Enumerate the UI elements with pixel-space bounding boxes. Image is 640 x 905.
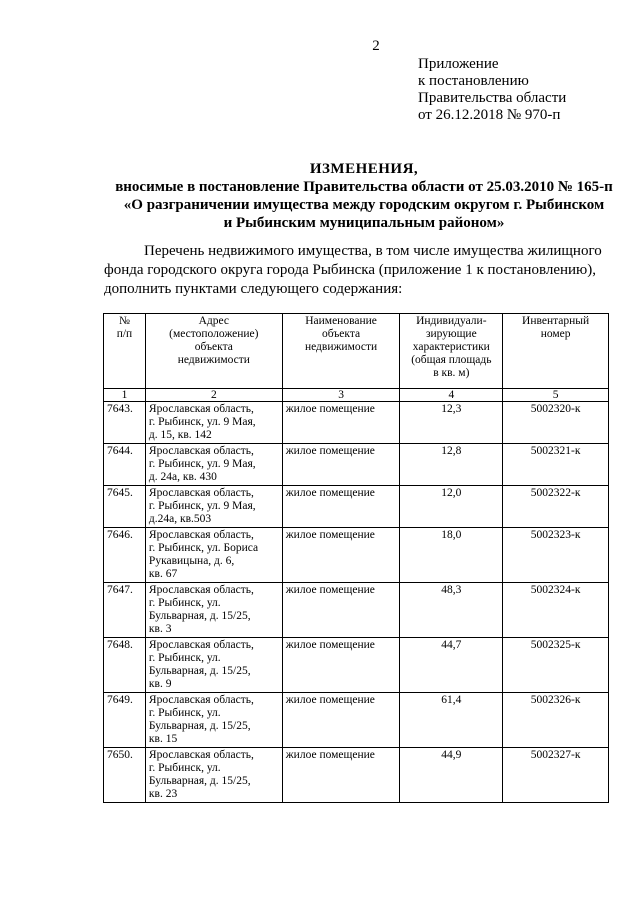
address-line: г. Рыбинск, ул. 9 Мая, — [148, 416, 256, 428]
table-row — [104, 693, 609, 748]
header-line: (общая площадь — [411, 354, 492, 366]
row-address — [145, 583, 282, 638]
row-inventory-number: 5002326-к — [503, 693, 609, 748]
row-number: 7645. — [104, 486, 146, 528]
address-line: Ярославская область, — [148, 749, 254, 761]
address-line: д.24а, кв.503 — [148, 513, 212, 525]
address-line: Ярославская область, — [148, 639, 254, 651]
address-line: Бульварная, д. 15/25, — [148, 665, 251, 677]
header-line: в кв. м) — [433, 367, 470, 379]
header-line: Индивидуали- — [416, 315, 487, 327]
address-line: г. Рыбинск, ул. — [148, 707, 221, 719]
column-number: 3 — [282, 389, 400, 402]
row-inventory-number: 5002321-к — [503, 444, 609, 486]
address-line: г. Рыбинск, ул. — [148, 652, 221, 664]
address-line: г. Рыбинск, ул. 9 Мая, — [148, 500, 256, 512]
row-number: 7646. — [104, 528, 146, 583]
intro-line: фонда городского округа города Рыбинска (приложение 1 к постановлению), — [104, 262, 596, 278]
address-line: Ярославская область, — [148, 403, 254, 415]
header-cell — [400, 314, 503, 389]
row-object-name: жилое помещение — [282, 444, 400, 486]
row-object-name: жилое помещение — [282, 583, 400, 638]
row-address — [145, 528, 282, 583]
header-cell — [503, 314, 609, 389]
column-number: 4 — [400, 389, 503, 402]
title-main: ИЗМЕНЕНИЯ, — [309, 161, 419, 177]
address-line: г. Рыбинск, ул. — [148, 762, 221, 774]
address-line: д. 15, кв. 142 — [148, 429, 212, 441]
header-line: объекта — [322, 328, 361, 340]
address-line: кв. 3 — [148, 623, 172, 635]
table-row — [104, 638, 609, 693]
row-address — [145, 402, 282, 444]
table-row — [104, 748, 609, 803]
row-object-name: жилое помещение — [282, 748, 400, 803]
row-inventory-number: 5002325-к — [503, 638, 609, 693]
row-number: 7649. — [104, 693, 146, 748]
header-line: Адрес — [198, 315, 230, 327]
intro-line: Перечень недвижимого имущества, в том числе имущества жилищного — [144, 243, 602, 259]
header-cell — [145, 314, 282, 389]
row-number: 7647. — [104, 583, 146, 638]
row-address — [145, 748, 282, 803]
address-line: Бульварная, д. 15/25, — [148, 775, 251, 787]
address-line: г. Рыбинск, ул. — [148, 597, 221, 609]
header-line: недвижимости — [304, 341, 378, 353]
column-number: 2 — [145, 389, 282, 402]
address-line: кв. 23 — [148, 788, 178, 800]
row-number: 7648. — [104, 638, 146, 693]
row-object-name: жилое помещение — [282, 693, 400, 748]
address-line: Ярославская область, — [148, 584, 254, 596]
row-inventory-number: 5002322-к — [503, 486, 609, 528]
table-row — [104, 402, 609, 444]
address-line: Ярославская область, — [148, 445, 254, 457]
header-line: зирующие — [425, 328, 477, 340]
header-line: недвижимости — [177, 354, 250, 366]
row-object-name: жилое помещение — [282, 486, 400, 528]
header-line: Инвентарный — [522, 315, 590, 327]
address-line: Бульварная, д. 15/25, — [148, 610, 251, 622]
address-line: д. 24а, кв. 430 — [148, 471, 217, 483]
row-area: 48,3 — [400, 583, 503, 638]
table-row — [104, 486, 609, 528]
table-row — [104, 583, 609, 638]
table-header-row — [104, 314, 609, 389]
address-line: Бульварная, д. 15/25, — [148, 720, 251, 732]
table-body — [104, 402, 609, 803]
row-address — [145, 638, 282, 693]
appendix-line: к постановлению — [418, 73, 529, 89]
row-address — [145, 444, 282, 486]
address-line: Рукавицына, д. 6, — [148, 555, 235, 567]
header-line: номер — [540, 328, 571, 340]
row-inventory-number: 5002324-к — [503, 583, 609, 638]
header-line: № — [118, 315, 130, 327]
row-area: 61,4 — [400, 693, 503, 748]
row-number: 7644. — [104, 444, 146, 486]
row-inventory-number: 5002320-к — [503, 402, 609, 444]
row-address — [145, 486, 282, 528]
address-line: г. Рыбинск, ул. Бориса — [148, 542, 259, 554]
row-area: 18,0 — [400, 528, 503, 583]
column-number-row — [104, 389, 609, 402]
address-line: кв. 9 — [148, 678, 172, 690]
title-line: «О разграничении имущества между городским округом г. Рыбинском — [123, 197, 605, 213]
title-line: вносимые в постановление Правительства области от 25.03.2010 № 165-п — [115, 179, 613, 195]
row-area: 12,0 — [400, 486, 503, 528]
row-number: 7643. — [104, 402, 146, 444]
row-address — [145, 693, 282, 748]
row-inventory-number: 5002323-к — [503, 528, 609, 583]
address-line: кв. 67 — [148, 568, 178, 580]
address-line: Ярославская область, — [148, 487, 254, 499]
row-area: 44,7 — [400, 638, 503, 693]
header-line: п/п — [116, 328, 133, 340]
row-area: 12,3 — [400, 402, 503, 444]
table-row — [104, 444, 609, 486]
appendix-line: Приложение — [418, 56, 499, 72]
appendix-line: Правительства области — [418, 90, 567, 106]
row-area: 44,9 — [400, 748, 503, 803]
table-row — [104, 528, 609, 583]
row-inventory-number: 5002327-к — [503, 748, 609, 803]
header-line: характеристики — [412, 341, 490, 353]
page-number: 2 — [372, 38, 380, 54]
row-object-name: жилое помещение — [282, 528, 400, 583]
column-number: 1 — [104, 389, 146, 402]
address-line: кв. 15 — [148, 733, 178, 745]
row-object-name: жилое помещение — [282, 638, 400, 693]
document-title — [96, 160, 632, 232]
appendix-line: от 26.12.2018 № 970-п — [418, 107, 561, 123]
appendix-block — [418, 56, 566, 124]
address-line: Ярославская область, — [148, 529, 254, 541]
header-line: Наименование — [305, 315, 377, 327]
header-cell — [282, 314, 400, 389]
header-cell — [104, 314, 146, 389]
header-line: объекта — [194, 341, 233, 353]
header-line: (местоположение) — [169, 328, 259, 340]
row-number: 7650. — [104, 748, 146, 803]
row-area: 12,8 — [400, 444, 503, 486]
address-line: Ярославская область, — [148, 694, 254, 706]
title-line: и Рыбинским муниципальным районом» — [223, 215, 505, 231]
column-number: 5 — [503, 389, 609, 402]
intro-paragraph — [104, 242, 610, 299]
intro-line: дополнить пунктами следующего содержания: — [104, 281, 403, 297]
address-line: г. Рыбинск, ул. 9 Мая, — [148, 458, 256, 470]
row-object-name: жилое помещение — [282, 402, 400, 444]
property-table — [103, 313, 609, 803]
